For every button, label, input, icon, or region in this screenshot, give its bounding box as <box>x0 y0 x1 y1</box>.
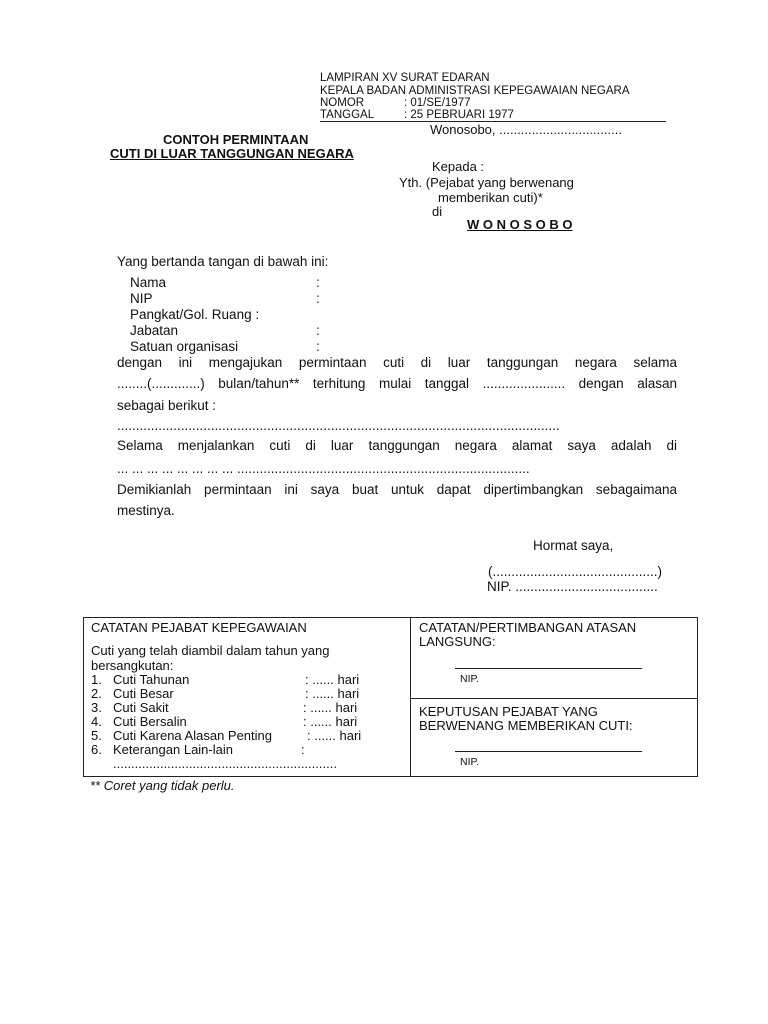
leave-item-num: 1. <box>91 672 102 687</box>
right-bottom-nip: NIP. <box>460 756 480 768</box>
leave-item-value: : <box>301 742 305 757</box>
signature-nip: NIP. ...................................... <box>487 579 658 594</box>
header-tanggal-value: : 25 PEBRUARI 1977 <box>404 109 514 121</box>
right-bottom-title-2: BERWENANG MEMBERIKAN CUTI: <box>419 718 633 733</box>
field-colon-nama: : <box>316 275 320 290</box>
right-top-nip: NIP. <box>460 673 480 685</box>
paragraph-2-dots: ... ... ... ... ... ... ... ... .............................................................................. <box>117 461 530 476</box>
field-label-satuan: Satuan organisasi <box>130 339 239 354</box>
footnote: ** Coret yang tidak perlu. <box>90 778 235 793</box>
addressee-city: W O N O S O B O <box>467 217 573 232</box>
field-colon-nip: : <box>316 291 320 306</box>
right-top-signature-line <box>455 668 642 669</box>
left-panel-intro-2: bersangkutan: <box>91 658 174 673</box>
field-label-pangkat: Pangkat/Gol. Ruang : <box>130 307 260 322</box>
left-panel-intro-1: Cuti yang telah diambil dalam tahun yang <box>91 643 330 658</box>
signature-hormat: Hormat saya, <box>533 538 614 553</box>
leave-item-label: Keterangan Lain-lain <box>113 742 233 757</box>
title-line-1: CONTOH PERMINTAAN <box>163 132 309 147</box>
header-nomor-label: NOMOR <box>320 97 365 109</box>
leave-item-label: Cuti Karena Alasan Penting <box>113 728 272 743</box>
leave-item-num: 2. <box>91 686 102 701</box>
field-label-nip: NIP <box>130 291 153 306</box>
right-top-title-1: CATATAN/PERTIMBANGAN ATASAN <box>419 620 637 635</box>
table-divider-horizontal <box>410 698 698 699</box>
header-nomor-value: : 01/SE/1977 <box>404 97 471 109</box>
leave-item-value: : ...... hari <box>303 714 358 729</box>
paragraph-1-dots: ...................................................................................................................... <box>117 418 560 433</box>
field-colon-jabatan: : <box>316 323 320 338</box>
right-bottom-title-1: KEPUTUSAN PEJABAT YANG <box>419 704 598 719</box>
paragraph-1-line-2: ........(.............) bulan/tahun** terhitung mulai tanggal ...................... dengan alasan <box>117 376 677 391</box>
signature-name: (............................................) <box>488 564 663 579</box>
table-divider-vertical <box>410 617 411 777</box>
leave-item-num: 6. <box>91 742 102 757</box>
header-line-2: KEPALA BADAN ADMINISTRASI KEPEGAWAIAN NEGARA <box>320 85 630 97</box>
addressee-di: di <box>432 204 443 219</box>
leave-item-label: Cuti Besar <box>113 686 174 701</box>
paragraph-1-line-3: sebagai berikut : <box>117 398 217 413</box>
addressee-kepada: Kepada : <box>432 159 485 174</box>
header-tanggal-label: TANGGAL <box>320 109 375 121</box>
leave-item-value: : ...... hari <box>305 672 360 687</box>
leave-item-label: Cuti Sakit <box>113 700 169 715</box>
leave-item-num: 4. <box>91 714 102 729</box>
leave-item-value: : ...... hari <box>305 686 360 701</box>
header-line-1: LAMPIRAN XV SURAT EDARAN <box>320 72 490 84</box>
paragraph-3-line-1: Demikianlah permintaan ini saya buat untuk dapat dipertimbangkan sebagaimana <box>117 482 677 497</box>
place-date: Wonosobo, .................................. <box>430 122 622 137</box>
paragraph-3-line-2: mestinya. <box>117 503 175 518</box>
addressee-yth-2: memberikan cuti)* <box>438 190 543 205</box>
title-line-2: CUTI DI LUAR TANGGUNGAN NEGARA <box>110 146 354 161</box>
left-panel-title: CATATAN PEJABAT KEPEGAWAIAN <box>91 620 307 635</box>
body-intro: Yang bertanda tangan di bawah ini: <box>117 254 329 269</box>
addressee-yth: Yth. (Pejabat yang berwenang <box>399 175 574 190</box>
leave-item-label: Cuti Bersalin <box>113 714 187 729</box>
leave-item-value: : ...... hari <box>303 700 358 715</box>
leave-item-num: 5. <box>91 728 102 743</box>
right-bottom-signature-line <box>455 751 642 752</box>
paragraph-2-line-1: Selama menjalankan cuti di luar tanggungan negara alamat saya adalah di <box>117 438 677 453</box>
field-label-jabatan: Jabatan <box>130 323 179 338</box>
leave-item-value: : ...... hari <box>307 728 362 743</box>
leave-item-num: 3. <box>91 700 102 715</box>
paragraph-1-line-1: dengan ini mengajukan permintaan cuti di luar tanggungan negara selama <box>117 355 677 370</box>
field-colon-satuan: : <box>316 339 320 354</box>
field-label-nama: Nama <box>130 275 167 290</box>
right-top-title-2: LANGSUNG: <box>419 634 496 649</box>
leave-item-label: Cuti Tahunan <box>113 672 190 687</box>
left-panel-dots: .............................................................. <box>113 756 337 771</box>
